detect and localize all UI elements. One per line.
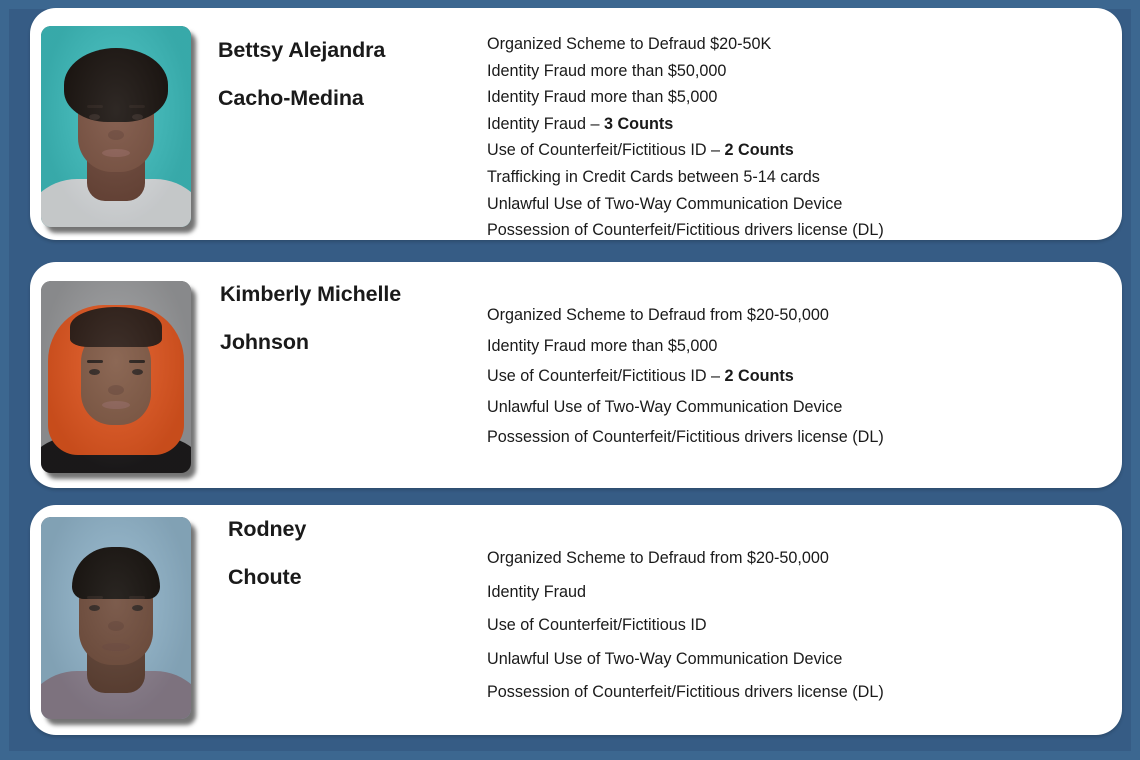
charge-count: 2 Counts: [724, 367, 794, 385]
charge-item: Use of Counterfeit/Fictitious ID – 2 Counts: [487, 367, 794, 385]
eye-left: [89, 369, 100, 375]
suspect-card[interactable]: [30, 505, 1122, 735]
mouth-shape: [102, 149, 130, 157]
charge-item: Possession of Counterfeit/Fictitious drivers license (DL): [487, 221, 884, 240]
charges-list: [487, 542, 884, 710]
suspect-name: [228, 519, 306, 588]
suspect-last-name: Cacho-Medina: [218, 85, 364, 110]
charge-item: Trafficking in Credit Cards between 5-14 cards: [487, 167, 820, 186]
charge-item: Identity Fraud: [487, 582, 586, 601]
hair-roots-shape: [70, 307, 162, 347]
suspect-last-name: Choute: [228, 564, 302, 589]
charge-item: Use of Counterfeit/Fictitious ID: [487, 616, 707, 634]
eye-right: [132, 114, 143, 120]
charge-item: Identity Fraud more than $50,000: [487, 61, 727, 80]
charge-item: Use of Counterfeit/Fictitious ID – 2 Counts: [487, 141, 794, 160]
charge-item: Unlawful Use of Two-Way Communication Device: [487, 649, 843, 668]
mugshot-photo: [41, 26, 191, 227]
charge-item: Possession of Counterfeit/Fictitious drivers license (DL): [487, 683, 884, 701]
eye-right: [132, 605, 143, 611]
suspect-name: [220, 284, 401, 353]
mouth-shape: [102, 643, 130, 651]
charge-item: Possession of Counterfeit/Fictitious drivers license (DL): [487, 428, 884, 446]
suspect-card[interactable]: [30, 8, 1122, 240]
eyebrow-right: [129, 360, 145, 363]
mugshot-photo-frame: [41, 281, 191, 473]
charge-item: Organized Scheme to Defraud $20-50K: [487, 35, 772, 53]
charge-item: Identity Fraud more than $5,000: [487, 336, 718, 355]
charge-item: Organized Scheme to Defraud from $20-50,000: [487, 549, 829, 567]
mugshot-photo: [41, 281, 191, 473]
charge-item: Organized Scheme to Defraud from $20-50,000: [487, 306, 829, 324]
suspect-first-name: Rodney: [228, 517, 307, 541]
suspect-first-name: Bettsy Alejandra: [218, 38, 386, 62]
suspect-card[interactable]: [30, 262, 1122, 488]
charge-item: Unlawful Use of Two-Way Communication Device: [487, 397, 843, 416]
mugshot-photo-frame: [41, 26, 191, 227]
charge-count: 2 Counts: [724, 141, 794, 160]
charges-list: [487, 31, 884, 244]
nose-shape: [108, 130, 124, 140]
eyebrow-left: [87, 596, 103, 599]
eyebrow-right: [129, 596, 145, 599]
suspect-first-name: Kimberly Michelle: [220, 282, 402, 306]
nose-shape: [108, 385, 124, 395]
eyebrow-left: [87, 360, 103, 363]
charge-item: Identity Fraud more than $5,000: [487, 88, 718, 107]
hair-shape: [64, 48, 168, 122]
charge-count: 3 Counts: [603, 114, 674, 133]
mugshot-photo-frame: [41, 517, 191, 719]
eye-left: [89, 605, 100, 611]
nose-shape: [108, 621, 124, 631]
suspect-name: [218, 40, 385, 109]
charge-item: Identity Fraud – 3 Counts: [487, 114, 674, 133]
mugshot-photo: [41, 517, 191, 719]
mouth-shape: [102, 401, 130, 409]
eye-right: [132, 369, 143, 375]
charges-list: [487, 300, 884, 453]
suspect-last-name: Johnson: [220, 329, 309, 354]
charge-item: Unlawful Use of Two-Way Communication Device: [487, 194, 843, 213]
eye-left: [89, 114, 100, 120]
eyebrow-right: [129, 105, 145, 108]
eyebrow-left: [87, 105, 103, 108]
